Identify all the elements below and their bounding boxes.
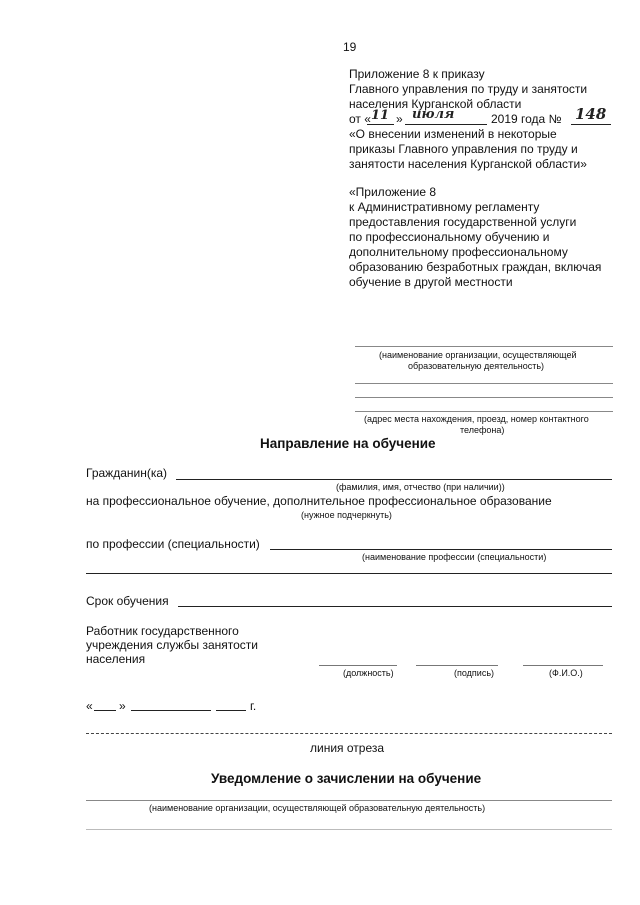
profession-label: по профессии (специальности): [86, 537, 260, 551]
org-name-line: [355, 346, 613, 347]
date-close-quote: »: [119, 699, 126, 713]
org-name-hint-2: образовательную деятельность): [408, 361, 545, 371]
appendix-line-3: предоставления государственной услуги: [349, 215, 577, 229]
header-line-7: занятости населения Курганской области»: [349, 157, 587, 171]
fio-line: [523, 665, 603, 666]
header-line-2: Главного управления по труду и занятости: [349, 82, 588, 96]
address-line-2: [355, 397, 613, 398]
date-open-quote: «: [86, 699, 93, 713]
education-type-line: на профессиональное обучение, дополнительное профессиональное образование: [86, 494, 552, 508]
header-line-1: Приложение 8 к приказу: [349, 67, 485, 81]
address-hint-2: телефона): [460, 425, 505, 435]
citizen-hint: (фамилия, имя, отчество (при наличии)): [336, 482, 505, 492]
date-month-line: [131, 710, 211, 711]
term-field-line: [178, 606, 612, 607]
address-line-3: [355, 411, 613, 412]
handwritten-number: 148: [575, 105, 607, 123]
profession-field-line: [270, 549, 612, 550]
worker-line-3: населения: [86, 652, 146, 666]
date-suffix: г.: [250, 699, 257, 713]
cut-dashed-line: [86, 733, 612, 734]
position-line: [319, 665, 397, 666]
underline-hint: (нужное подчеркнуть): [301, 510, 392, 520]
worker-line-1: Работник государственного: [86, 624, 239, 638]
cut-line-label: линия отреза: [310, 741, 385, 755]
notice-org-line: [86, 800, 612, 801]
header-line-3: населения Курганской области: [349, 97, 522, 111]
fio-hint: (Ф.И.О.): [549, 668, 583, 678]
appendix-line-7: обучение в другой местности: [349, 275, 513, 289]
date-day-line: [94, 710, 116, 711]
term-label: Срок обучения: [86, 594, 169, 608]
appendix-line-1: «Приложение 8: [349, 185, 437, 199]
position-hint: (должность): [343, 668, 394, 678]
appendix-line-2: к Административному регламенту: [349, 200, 540, 214]
citizen-field-line: [176, 479, 612, 480]
profession-hint: (наименование профессии (специальности): [362, 552, 547, 562]
header-line-5: «О внесении изменений в некоторые: [349, 127, 557, 141]
worker-line-2: учреждения службы занятости: [86, 638, 258, 652]
signature-line: [416, 665, 498, 666]
notice-org-hint: (наименование организации, осуществляющей образовательную деятельность): [149, 803, 486, 813]
appendix-line-4: по профессиональному обучению и: [349, 230, 550, 244]
address-line-1: [355, 383, 613, 384]
date-year-line: [216, 710, 246, 711]
handwritten-month: июля: [412, 107, 455, 122]
header-date-prefix: от «: [349, 112, 371, 126]
number-underline: [571, 124, 611, 125]
org-name-hint-1: (наименование организации, осуществляющей: [379, 350, 577, 360]
address-hint-1: (адрес места нахождения, проезд, номер контактного: [364, 414, 589, 424]
page-number: 19: [343, 40, 357, 54]
notice-extra-line: [86, 829, 612, 830]
header-date-year: 2019 года №: [491, 112, 562, 126]
month-underline: [405, 124, 487, 125]
signature-hint: (подпись): [454, 668, 495, 678]
notice-title: Уведомление о зачислении на обучение: [211, 771, 482, 786]
date-quote: »: [396, 112, 403, 126]
handwritten-day: 11: [371, 108, 390, 123]
appendix-line-6: образованию безработных граждан, включая: [349, 260, 602, 274]
day-underline: [367, 124, 394, 125]
header-line-6: приказы Главного управления по труду и: [349, 142, 578, 156]
form-title: Направление на обучение: [260, 436, 436, 451]
citizen-label: Гражданин(ка): [86, 466, 168, 480]
appendix-line-5: дополнительному профессиональному: [349, 245, 568, 259]
profession-extra-line: [86, 573, 612, 574]
